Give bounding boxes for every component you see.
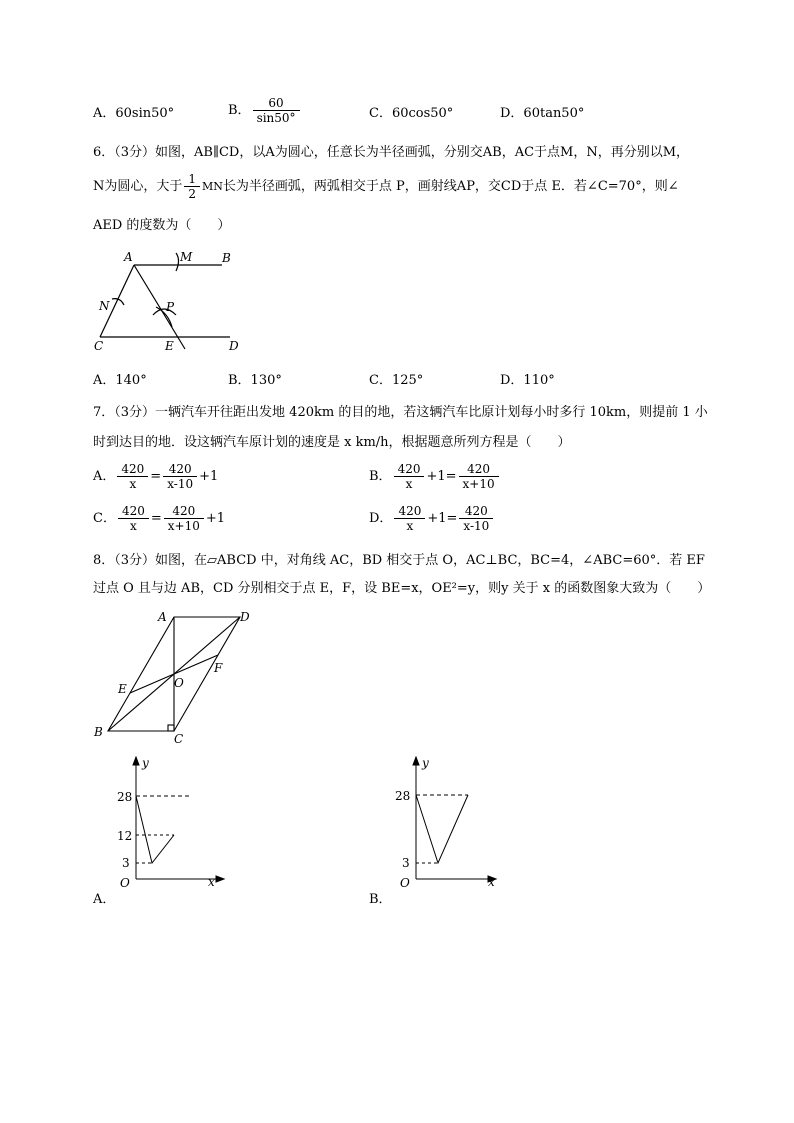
q6-half-den: 2 xyxy=(184,186,200,201)
q5-option-c: C．60cos50° xyxy=(369,106,454,121)
q7d-d1: x xyxy=(394,518,425,533)
q8-text-line1: 8．（3分）如图，在▱ABCD 中，对角线 AC，BD 相交于点 O，AC⊥BC，BC=4，∠ABC=60°．若 EF xyxy=(93,553,705,568)
q5-option-b xyxy=(228,96,302,125)
q7d-label: D． xyxy=(369,511,393,526)
q6-label-c: C xyxy=(94,339,104,353)
q8-text-line2: 过点 O 且与边 AB，CD 分别相交于点 E，F，设 BE=x，OE²=y，则y 关于 x 的函数图象大致为（ ） xyxy=(93,581,711,596)
graph-b-origin: O xyxy=(400,876,410,890)
q7-text-line2: 时到达目的地．设这辆汽车原计划的速度是 x km/h，根据题意所列方程是（ ） xyxy=(93,435,571,450)
q6-text-line2 xyxy=(93,172,679,201)
graph-b-y-label: y xyxy=(422,756,429,770)
q7-option-d xyxy=(369,504,495,533)
q7c-frac1 xyxy=(118,504,149,533)
q7c-d1: x xyxy=(118,518,149,533)
graph-b-curve xyxy=(416,795,468,863)
q7a-n2: 420 xyxy=(168,462,192,476)
q8-label-b: B xyxy=(94,725,103,739)
q5-option-b-den: sin50° xyxy=(253,110,300,125)
q7a-label: A． xyxy=(93,469,116,484)
graph-a-x-label: x xyxy=(208,875,215,889)
q7d-mid: +1= xyxy=(427,511,458,526)
q6-arc-n xyxy=(112,299,124,305)
q8-label-e: E xyxy=(118,682,127,696)
q6-option-a: A．140° xyxy=(93,373,147,388)
q7b-mid: +1= xyxy=(426,469,457,484)
graph-a-x-arrow xyxy=(216,876,224,882)
q7a-tail: +1 xyxy=(199,469,219,484)
q5-option-b-num: 60 xyxy=(268,96,284,110)
q8-label-o: O xyxy=(174,676,184,690)
q6-mn: MN xyxy=(202,180,223,193)
q7a-d2: x-10 xyxy=(163,476,197,491)
q7c-frac2 xyxy=(164,504,204,533)
graph-b-tick-28: 28 xyxy=(395,789,411,803)
q6-text-line1: 6．（3分）如图，AB∥CD，以A为圆心，任意长为半径画弧，分别交AB，AC于点M，N，再分别以M， xyxy=(93,145,690,160)
q8-label-f: F xyxy=(214,661,223,675)
q6-option-c: C．125° xyxy=(369,373,424,388)
q6-arc-m xyxy=(176,253,179,271)
q8-label-d: D xyxy=(240,610,250,624)
graph-a-tick-3: 3 xyxy=(122,856,130,870)
graph-a-y-label: y xyxy=(142,756,149,770)
graph-a-y-arrow xyxy=(133,757,139,765)
graph-a-origin: O xyxy=(120,876,130,890)
q7b-frac2 xyxy=(459,462,499,491)
q7c-eq: = xyxy=(150,511,162,526)
graph-b-tick-3: 3 xyxy=(402,856,410,870)
q7a-eq: = xyxy=(150,469,162,484)
graph-a-tick-12: 12 xyxy=(117,829,133,843)
q7d-d2: x-10 xyxy=(459,518,493,533)
q6-label-m: M xyxy=(180,250,193,264)
q7b-d1: x xyxy=(394,476,425,491)
q6-option-d: D．110° xyxy=(500,373,555,388)
q6-label-b: B xyxy=(222,251,231,265)
q7b-n2: 420 xyxy=(467,462,491,476)
q7c-n2: 420 xyxy=(172,504,196,518)
q7b-label: B． xyxy=(369,469,392,484)
q6-text-line3: AED 的度数为（ ） xyxy=(93,218,231,233)
q6-label-a: A xyxy=(124,250,133,264)
q7c-tail: +1 xyxy=(205,511,226,526)
q7a-d1: x xyxy=(117,476,148,491)
q7d-frac2 xyxy=(459,504,493,533)
q8-parallelogram-figure xyxy=(90,605,260,745)
q8-graph-b-label: B． xyxy=(369,892,392,907)
q8-graph-a-label: A． xyxy=(93,892,116,907)
q6-label-e: E xyxy=(165,339,174,353)
q7-option-b xyxy=(369,462,501,491)
q7-option-c xyxy=(93,504,225,533)
q5-option-a: A．60sin50° xyxy=(93,106,175,121)
q6-half-fraction xyxy=(184,172,200,201)
q7a-frac1 xyxy=(117,462,148,491)
q7b-n1: 420 xyxy=(397,462,421,476)
graph-a-tick-28: 28 xyxy=(117,790,133,804)
q5-option-b-label: B． xyxy=(228,103,251,118)
q7c-n1: 420 xyxy=(121,504,145,518)
q8-label-a: A xyxy=(158,610,167,624)
q6-line2-a: N为圆心，大于 xyxy=(93,179,183,194)
q7d-frac1 xyxy=(394,504,425,533)
q8-right-angle-mark xyxy=(168,725,174,731)
q7c-d2: x+10 xyxy=(164,518,204,533)
q5-option-d: D．60tan50° xyxy=(500,106,585,121)
q5-option-b-fraction xyxy=(253,96,300,125)
q6-line2-b: 长为半径画弧，两弧相交于点 P，画射线AP，交CD于点 E．若∠C=70°，则∠ xyxy=(222,179,679,194)
q7d-n1: 420 xyxy=(398,504,422,518)
q6-figure xyxy=(90,245,250,355)
q7a-n1: 420 xyxy=(121,462,145,476)
q7a-frac2 xyxy=(163,462,197,491)
q7-option-a xyxy=(93,462,218,491)
q6-label-n: N xyxy=(99,299,110,313)
q6-label-d: D xyxy=(229,339,239,353)
q6-label-p: P xyxy=(166,300,175,314)
q7d-n2: 420 xyxy=(464,504,488,518)
q7b-frac1 xyxy=(394,462,425,491)
q7b-d2: x+10 xyxy=(459,476,499,491)
q6-option-b: B．130° xyxy=(228,373,282,388)
q7-text-line1: 7．（3分）一辆汽车开往距出发地 420km 的目的地，若这辆汽车比原计划每小时多行 10km，则提前 1 小 xyxy=(93,405,708,420)
q8-graph-a xyxy=(110,755,230,890)
q6-half-num: 1 xyxy=(188,172,197,186)
q7c-label: C． xyxy=(93,511,116,526)
graph-b-x-label: x xyxy=(488,875,495,889)
q8-graph-b xyxy=(390,755,510,890)
q8-label-c: C xyxy=(174,732,184,745)
q6-ray-ap xyxy=(134,265,185,349)
graph-a-curve xyxy=(136,796,174,863)
graph-b-y-arrow xyxy=(413,757,419,765)
